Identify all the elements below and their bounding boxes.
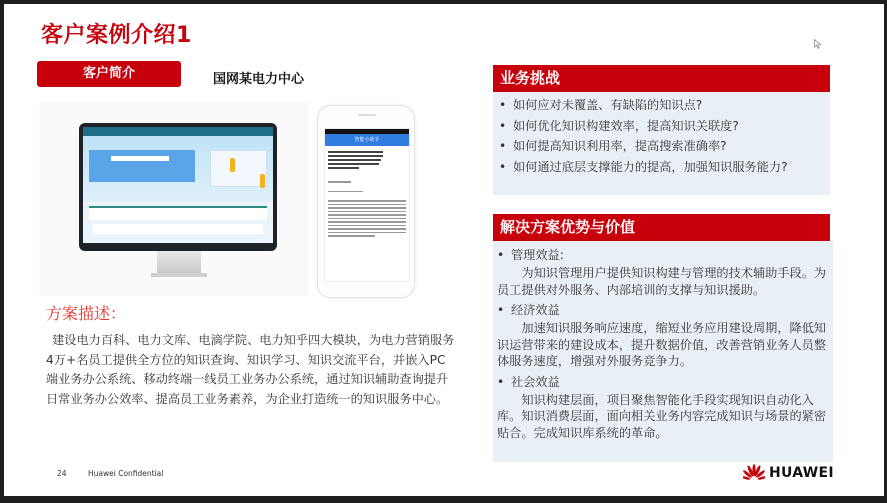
portal-hero-banner [83, 136, 273, 202]
portal-search-box [111, 156, 169, 161]
confidential-label: Huawei Confidential [88, 469, 164, 478]
value-heading-economic: • 经济效益 [497, 301, 829, 320]
monitor-screen [83, 127, 273, 243]
customer-intro-tag: 客户简介 [37, 61, 181, 87]
phone-app-header: 智能小助手 [325, 134, 409, 146]
portal-illustration [210, 150, 267, 187]
bullet-icon: • [499, 159, 507, 174]
bullet-icon: • [499, 98, 507, 112]
business-challenges-list [493, 92, 830, 195]
phone-mockup [317, 105, 415, 298]
monitor-image [79, 123, 277, 251]
business-challenges-header: 业务挑战 [493, 65, 830, 92]
phone-screen [324, 128, 410, 282]
challenge-item: • 如何通过底层支撑能力的提高，加强知识服务能力? [499, 157, 824, 178]
bullet-icon: • [499, 118, 507, 133]
portal-module-cards [89, 206, 267, 220]
challenge-item: • 如何提高知识利用率，提高搜索准确率? [499, 136, 824, 157]
person-figure-icon [260, 174, 265, 188]
page-number: 24 [57, 469, 67, 478]
challenge-item: • 如何优化知识构建效率，提高知识关联度? [499, 116, 824, 137]
mouse-cursor-icon [814, 39, 822, 49]
product-screenshots [39, 101, 414, 296]
portal-search-panel [89, 150, 195, 182]
phone-article-content [325, 146, 409, 242]
monitor-base [151, 273, 207, 277]
value-heading-social: • 社会效益 [497, 373, 829, 392]
portal-tabs [93, 224, 263, 234]
solution-value-list [493, 241, 833, 462]
bullet-icon: • [497, 374, 505, 389]
huawei-wordmark: HUAWEI [769, 465, 834, 481]
slide-title: 客户案例介绍1 [41, 23, 192, 48]
bullet-icon: • [497, 248, 505, 262]
phone-speaker [358, 114, 376, 116]
solution-value-header: 解决方案优势与价值 [493, 214, 830, 241]
solution-description-label: 方案描述： [46, 304, 127, 323]
person-figure-icon [230, 158, 235, 172]
bullet-icon: • [497, 303, 505, 317]
bullet-icon: • [499, 139, 507, 153]
huawei-logo [743, 463, 834, 483]
value-text-management: 为知识管理用户提供知识构建与管理的技术辅助手段。为员工提供对外服务、内部培训的支撑与知识援助。 [497, 266, 827, 297]
customer-name: 国网某电力中心 [213, 72, 305, 87]
slide [4, 4, 884, 496]
value-text-social: 知识构建层面，项目聚焦智能化手段实现知识自动化入库。知识消费层面，面向相关业务内容完成知识与场景的紧密贴合。完成知识库系统的革命。 [497, 392, 827, 440]
challenge-item: • 如何应对未覆盖、有缺陷的知识点? [499, 95, 824, 116]
solution-description: 建设电力百科、电力文库、电滴学院、电力知乎四大模块，为电力营销服务4万+名员工提供全方位的知识查询、知识学习、知识交流平台，并嵌入PC端业务办公系统、移动终端一线员工业务办公系统，通过知识辅助查询提升日常业务办公效率、提高员工业务素养，为企业打造统一的知识服务中心。 [46, 333, 455, 406]
monitor-stand [157, 251, 201, 273]
value-text-economic: 加速知识服务响应速度，缩短业务应用建设周期，降低知识运营带来的建设成本，提升数据价值，改善营销业务人员整体服务速度，增强对外服务竞争力。 [497, 321, 827, 368]
huawei-petal-icon [743, 464, 765, 482]
value-heading-management: • 管理效益: [497, 246, 829, 265]
portal-nav-bar [83, 127, 273, 136]
desktop-mockup-area [39, 101, 309, 296]
